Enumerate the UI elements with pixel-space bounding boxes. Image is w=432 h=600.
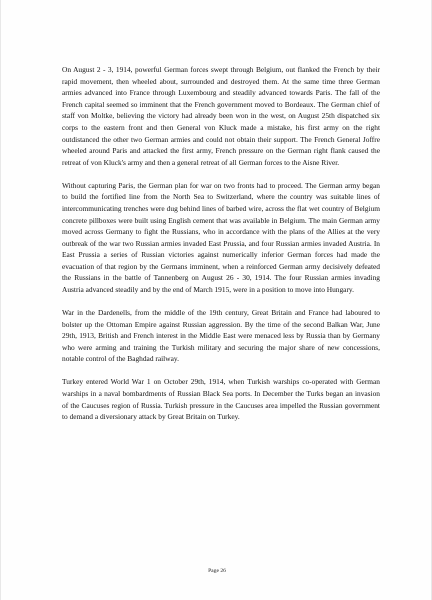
paragraph-two-fronts: Without capturing Paris, the German plan for war on two fronts had to proceed. The German army began to build the fortified line from the North Sea to Switzerland, where the country was suitable lines of intercommunicating trenches were dug behind lines of barbed wire, across the flat wet country of Belgium concrete pillboxes were built using English cement that was available in Belgium. The main German army moved across Germany to fight the Russians, who in accordance with the plans of the Allies at the very outbreak of the war two Russian armies invaded East Prussia, and four Russian armies invaded Austria. In East Prussia a series of Russian victories against numerically inferior German forces had made the evacuation of that region by the Germans imminent, when a reinforced German army decisively defeated the Russians in the battle of Tannenberg on August 26 - 30, 1914. The four Russian armies invading Austria advanced steadily and by the end of March 1915, were in a position to move into Hungary.	[62, 180, 380, 295]
body-text	[62, 64, 380, 434]
paragraph-western-front: On August 2 - 3, 1914, powerful German forces swept through Belgium, out flanked the French by their rapid movement, then wheeled about, surrounded and destroyed them. At the same time three German armies advanced into France through Luxembourg and steadily advanced towards Paris. The fall of the French capital seemed so imminent that the French government moved to Bordeaux. The German chief of staff von Moltke, believing the victory had already been won in the west, on August 25th dispatched six corps to the eastern front and then General von Kluck made a mistake, his first army on the right outdistanced the other two German armies and could not obtain their support. The French General Joffre wheeled around Paris and attacked the first army, French pressure on the German right flank caused the retreat of von Kluck's army and then a general retreat of all German forces to the Aisne River.	[62, 65, 380, 167]
page-number: Page 26	[208, 568, 226, 574]
paragraph-turkey: Turkey entered World War 1 on October 29th, 1914, when Turkish warships co-operated with German warships in a naval bombardments of Russian Black Sea ports. In December the Turks began an invasion of the Caucuses region of Russia. Turkish pressure in the Caucuses area impelled the Russian government to demand a diversionary attack by Great Britain on Turkey.	[62, 377, 380, 422]
paragraph-dardanelles: War in the Dardenells, from the middle of the 19th century, Great Britain and France had laboured to bolster up the Ottoman Empire against Russian aggression. By the time of the second Balkan War, June 29th, 1913, British and French interest in the Middle East were menaced less by Russia than by Germany who were arming and training the Turkish military and securing the major share of new concessions, notable control of the Baghdad railway.	[62, 308, 380, 364]
